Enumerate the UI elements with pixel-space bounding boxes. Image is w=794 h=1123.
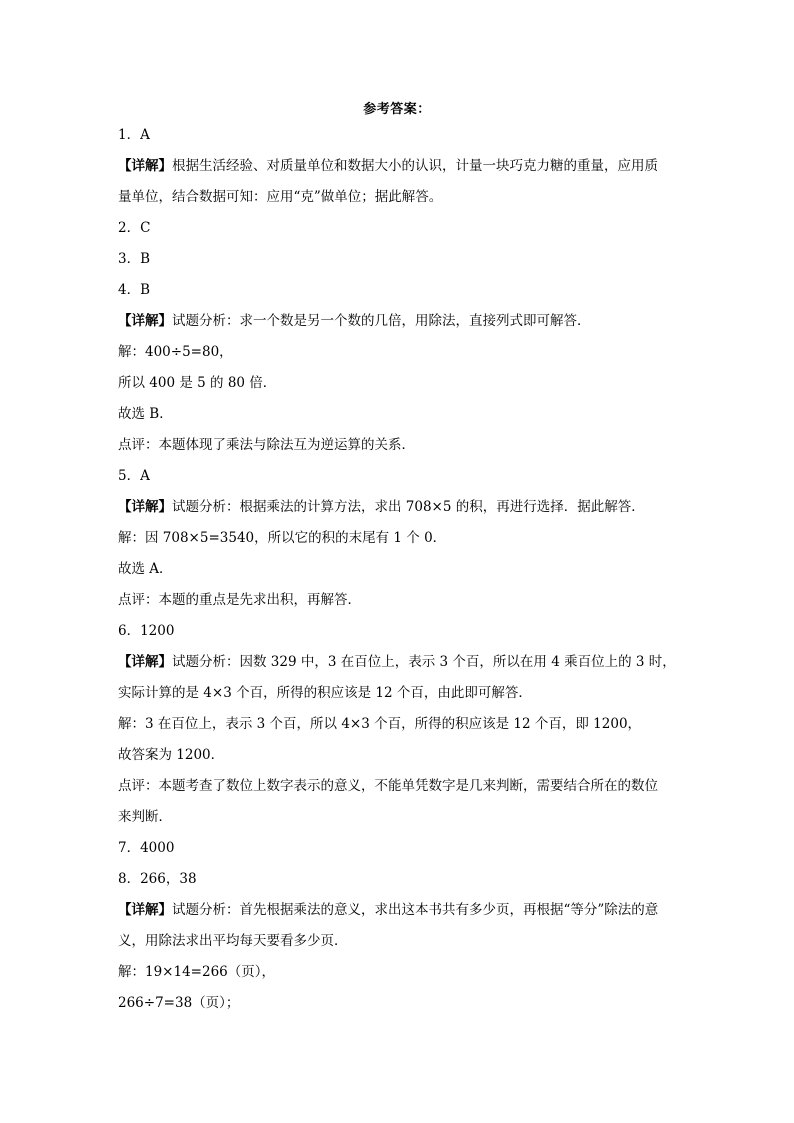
line-text: 义，用除法求出平均每天要看多少页． [118, 933, 348, 949]
detail-tag: 【详解】 [118, 654, 172, 670]
answer-line [118, 306, 678, 337]
answer-line [118, 771, 678, 802]
answer-line [118, 895, 678, 926]
line-text: 1．A [118, 127, 150, 143]
line-text: 7．4000 [118, 840, 175, 856]
answer-line [118, 337, 678, 368]
detail-tag: 【详解】 [118, 158, 172, 174]
answer-line [118, 864, 678, 895]
answer-line [118, 740, 678, 771]
answer-line [118, 802, 678, 833]
line-text: 2．C [118, 220, 151, 236]
line-text: 量单位，结合数据可知：应用“克”做单位；据此解答。 [118, 189, 443, 205]
line-text: 实际计算的是 4×3 个百，所得的积应该是 12 个百，由此即可解答． [118, 685, 532, 701]
line-text: 故答案为 1200． [118, 747, 225, 763]
answer-line [118, 368, 678, 399]
line-text: 点评：本题体现了乘法与除法互为逆运算的关系． [118, 437, 415, 453]
line-text: 解：400÷5=80， [118, 344, 233, 360]
detail-tag: 【详解】 [118, 313, 172, 329]
line-text: 试题分析：根据乘法的计算方法，求出 708×5 的积，再进行选择．据此解答． [172, 499, 645, 515]
line-text: 6．1200 [118, 623, 175, 639]
answer-line [118, 988, 678, 1019]
line-text: 所以 400 是 5 的 80 倍． [118, 375, 277, 391]
line-text: 3．B [118, 251, 151, 267]
answer-line [118, 585, 678, 616]
answer-line [118, 430, 678, 461]
line-text: 266÷7=38（页）； [118, 995, 240, 1011]
answer-line [118, 957, 678, 988]
answer-line [118, 523, 678, 554]
line-text: 8．266，38 [118, 871, 197, 887]
page-title: 参考答案： [363, 102, 431, 117]
answer-line [118, 926, 678, 957]
line-text: 故选 B． [118, 406, 173, 422]
answer-line [118, 833, 678, 864]
answer-line [118, 151, 678, 182]
answer-line [118, 492, 678, 523]
answer-content [118, 120, 678, 1019]
detail-tag: 【详解】 [118, 499, 172, 515]
line-text: 试题分析：因数 329 中，3 在百位上，表示 3 个百，所以在用 4 乘百位上的 3 时， [172, 654, 676, 670]
answer-line [118, 244, 678, 275]
line-text: 解：因 708×5=3540，所以它的积的末尾有 1 个 0． [118, 530, 447, 546]
answer-line [118, 678, 678, 709]
answer-line [118, 182, 678, 213]
line-text: 故选 A． [118, 561, 173, 577]
line-text: 点评：本题考查了数位上数字表示的意义，不能单凭数字是几来判断，需要结合所在的数位 [118, 778, 658, 794]
answer-line [118, 213, 678, 244]
line-text: 5．A [118, 468, 150, 484]
line-text: 试题分析：求一个数是另一个数的几倍，用除法，直接列式即可解答． [172, 313, 591, 329]
answer-line [118, 275, 678, 306]
detail-tag: 【详解】 [118, 902, 172, 918]
answer-line [118, 616, 678, 647]
answer-line [118, 120, 678, 151]
answer-line [118, 399, 678, 430]
line-text: 解：19×14=266（页）， [118, 964, 275, 980]
line-text: 点评：本题的重点是先求出积，再解答． [118, 592, 361, 608]
line-text: 试题分析：首先根据乘法的意义，求出这本书共有多少页，再根据“等分”除法的意 [172, 902, 659, 918]
line-text: 根据生活经验、对质量单位和数据大小的认识，计量一块巧克力糖的重量，应用质 [172, 158, 658, 174]
answer-line [118, 709, 678, 740]
line-text: 4．B [118, 282, 151, 298]
line-text: 解：3 在百位上，表示 3 个百，所以 4×3 个百，所得的积应该是 12 个百，即 1200， [118, 716, 642, 732]
answer-line [118, 461, 678, 492]
line-text: 来判断． [118, 809, 172, 825]
answer-line [118, 554, 678, 585]
answer-line [118, 647, 678, 678]
